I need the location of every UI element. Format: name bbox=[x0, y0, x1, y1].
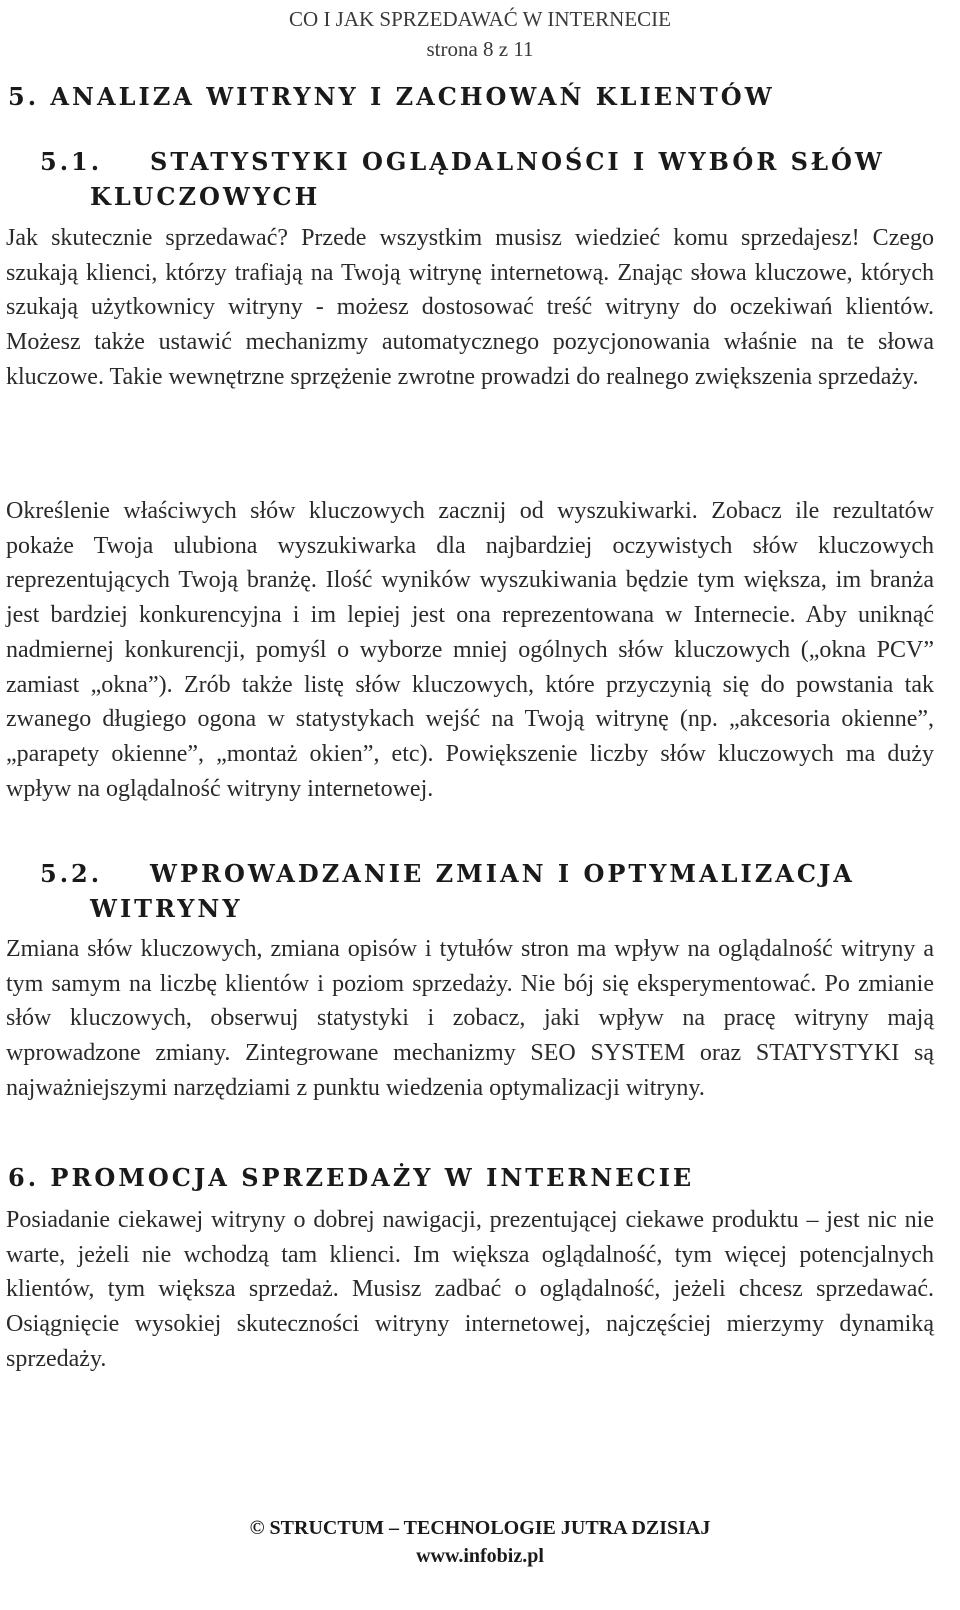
footer-company: © STRUCTUM – TECHNOLOGIE JUTRA DZISIAJ bbox=[249, 1517, 711, 1539]
section-5-1-paragraph-1: Jak skutecznie sprzedawać? Przede wszystkim musisz wiedzieć komu sprzedajesz! Czego szukają klienci, którzy trafiają na Twoją witrynę internetową. Znając słowa kluczowe, których szukają użytkownicy witryny - możesz dostosować treść witryny do oczekiwań klientów. Możesz także ustawić mechanizmy automatycznego pozycjonowania właśnie na te słowa kluczowe. Takie wewnętrzne sprzężenie zwrotne prowadzi do realnego zwiększenia sprzedaży. bbox=[6, 225, 934, 390]
section-5-2-paragraph: Zmiana słów kluczowych, zmiana opisów i tytułów stron ma wpływ na oglądalność witryny a tym samym na liczbę klientów i poziom sprzedaży. Nie bój się eksperymentować. Po zmianie słów kluczowych, obserwuj statystyki i zobacz, jaki wpływ na pracę witryny mają wprowadzone zmiany. Zintegrowane mechanizmy SEO SYSTEM oraz STATYSTYKI są najważniejszymi narzędziami z punktu wiedzenia optymalizacji witryny. bbox=[6, 936, 934, 1101]
section-5-2-title-line1: WPROWADZANIE ZMIAN I OPTYMALIZACJA bbox=[150, 859, 855, 888]
page-indicator: strona 8 z 11 bbox=[426, 37, 534, 61]
section-5-1-paragraph-2: Określenie właściwych słów kluczowych zacznij od wyszukiwarki. Zobacz ile rezultatów pokaże Twoja ulubiona wyszukiwarka dla najbardziej oczywistych słów kluczowych reprezentujących Twoją branżę. Ilość wyników wyszukiwania będzie tym większa, im branża jest bardziej konkurencyjna i im lepiej jest ona reprezentowana w Internecie. Aby uniknąć nadmiernej konkurencji, pomyśl o wyborze mniej ogólnych słów kluczowych („okna PCV” zamiast „okna”). Zrób także listę słów kluczowych, które przyczynią się do powstania tak zwanego długiego ogona w statystykach wejść na Twoją witrynę (np. „akcesoria okienne”, „parapety okienne”, „montaż okien”, etc). Powiększenie liczby słów kluczowych ma duży wpływ na oglądalność witryny internetowej. bbox=[6, 498, 934, 802]
section-5-1-number: 5.1. bbox=[40, 147, 103, 176]
running-header bbox=[0, 4, 960, 64]
section-5-2-title-line2: WITRYNY bbox=[90, 894, 243, 923]
section-5-1-title-line1: STATYSTYKI OGLĄDALNOŚCI I WYBÓR SŁÓW bbox=[150, 147, 885, 176]
section-5-2-heading bbox=[8, 856, 855, 926]
section-5-1-title-line2: KLUCZOWYCH bbox=[90, 182, 321, 211]
section-5-heading: 5. ANALIZA WITRYNY I ZACHOWAŃ KLIENTÓW bbox=[8, 82, 775, 111]
section-6-heading: 6. PROMOCJA SPRZEDAŻY W INTERNECIE bbox=[8, 1163, 695, 1192]
document-title: CO I JAK SPRZEDAWAĆ W INTERNECIE bbox=[289, 7, 671, 31]
footer-website: www.infobiz.pl bbox=[416, 1545, 544, 1567]
section-5-1-heading bbox=[8, 144, 885, 214]
section-5-2-number: 5.2. bbox=[40, 859, 103, 888]
page-footer bbox=[0, 1514, 960, 1570]
section-6-paragraph: Posiadanie ciekawej witryny o dobrej nawigacji, prezentującej ciekawe produktu – jest nic nie warte, jeżeli nie wchodzą tam klienci. Im większa oglądalność, tym więcej potencjalnych klientów, tym większa sprzedaż. Musisz zadbać o oglądalność, jeżeli chcesz sprzedawać. Osiągnięcie wysokiej skuteczności witryny internetowej, najczęściej mierzymy dynamiką sprzedaży. bbox=[6, 1207, 934, 1372]
